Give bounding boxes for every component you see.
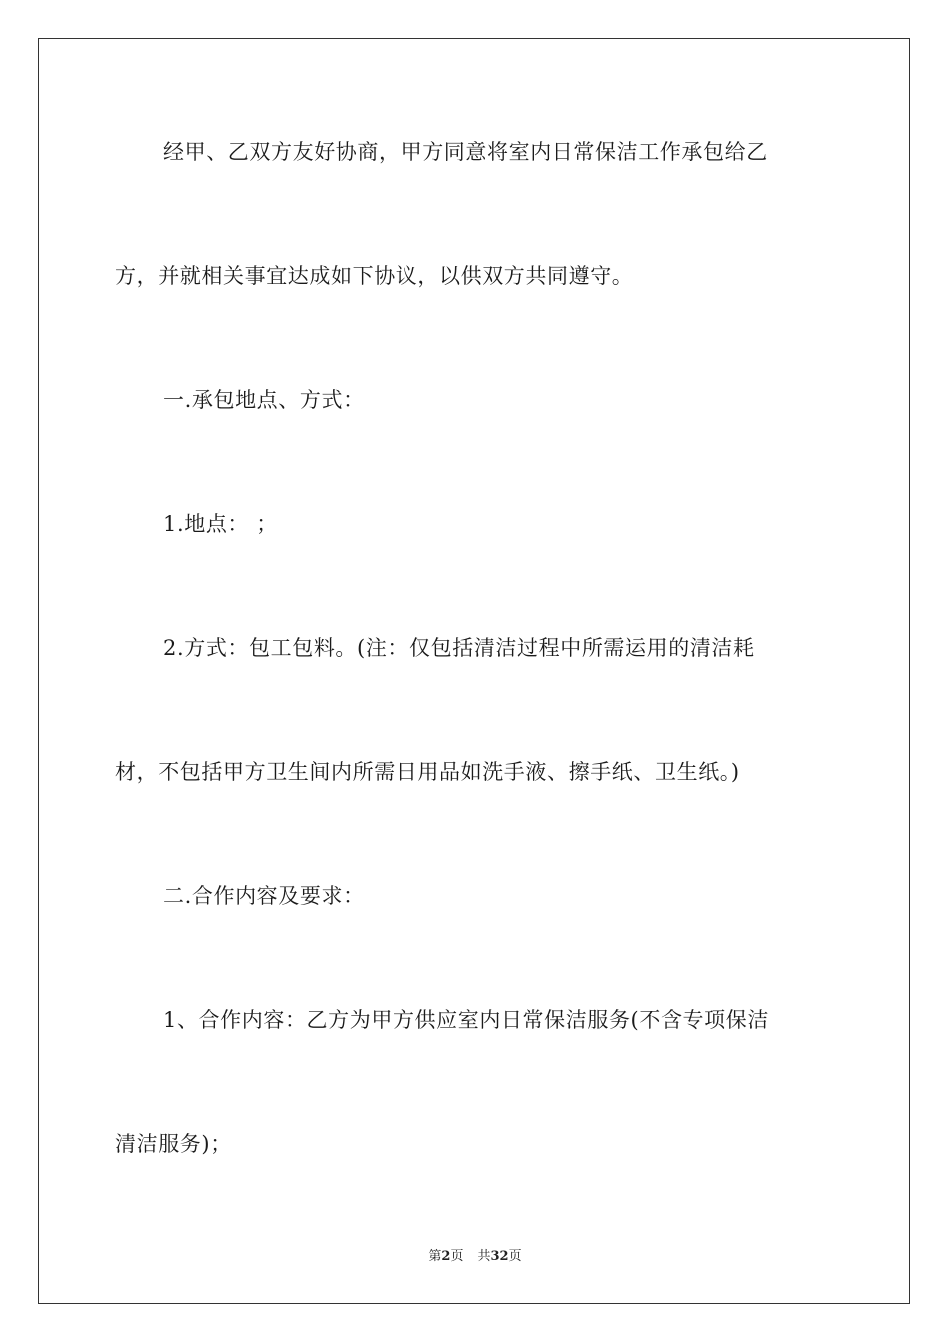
item-location: 1.地点： ；: [163, 512, 278, 536]
section-heading-2: 二.合作内容及要求：: [163, 884, 365, 908]
page-footer: [0, 1248, 950, 1266]
section-heading-1: 一.承包地点、方式：: [163, 388, 365, 412]
footer-page-prefix: 第: [428, 1249, 442, 1264]
paragraph-line-1: 经甲、乙双方友好协商，甲方同意将室内日常保洁工作承包给乙: [163, 140, 768, 164]
item-content-line-1: 1、合作内容：乙方为甲方供应室内日常保洁服务(不含专项保洁: [163, 1008, 769, 1032]
page-border: [38, 38, 910, 1304]
item-method-line-1: 2.方式：包工包料。(注：仅包括清洁过程中所需运用的清洁耗: [163, 636, 755, 660]
footer-total-suffix: 页: [508, 1249, 522, 1264]
footer-page-suffix: 页: [450, 1249, 464, 1264]
footer-page-number: 2: [441, 1249, 451, 1264]
footer-total-pages: 32: [490, 1249, 509, 1264]
footer-total-prefix: 共: [477, 1249, 491, 1264]
item-content-line-2: 清洁服务)；: [115, 1132, 232, 1156]
item-method-line-2: 材，不包括甲方卫生间内所需日用品如洗手液、擦手纸、卫生纸。): [115, 760, 740, 784]
paragraph-line-2: 方，并就相关事宜达成如下协议，以供双方共同遵守。: [115, 264, 634, 288]
